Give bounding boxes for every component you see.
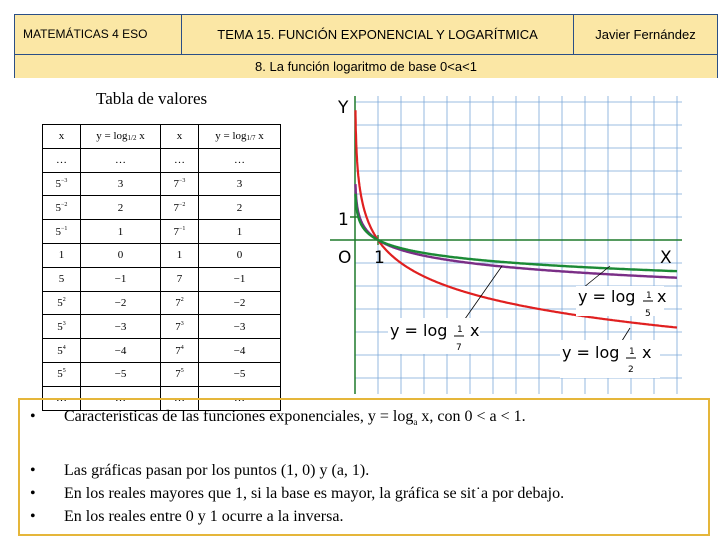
table-cell: 0 (199, 243, 281, 267)
label-log-1-5-num: 1 (646, 291, 652, 301)
x-axis-label: X (660, 248, 672, 268)
table-cell: … (81, 148, 161, 172)
bullet-1: • Características de las funciones exponenciales, $y = \log_a x$, con 0 < a < 1. (30, 408, 526, 428)
table-body (43, 148, 281, 410)
header-top-row (15, 15, 717, 54)
label-log-1-5-den: 5 (645, 309, 651, 319)
table-cell: −1 (81, 267, 161, 291)
table-cell: $7^{-3}$ (161, 172, 199, 196)
table-cell: $7^2$ (161, 291, 199, 315)
table-cell: −2 (199, 291, 281, 315)
label-log-1-5-x: x (657, 287, 667, 306)
label-log-1-2-x: x (642, 343, 652, 362)
table-row (43, 196, 281, 220)
label-log-1-7-num: 1 (457, 325, 463, 335)
section-title: 8. La función logaritmo de base 0<a<1 (15, 54, 717, 78)
table-cell: 1 (199, 220, 281, 244)
slide-header (14, 14, 718, 78)
table-cell: $5^{-2}$ (43, 196, 81, 220)
header-x-2: x (161, 125, 199, 149)
label-log-1-2-num: 1 (629, 347, 635, 357)
table-cell: $5^3$ (43, 315, 81, 339)
y-one-label: 1 (338, 210, 349, 230)
table-cell: … (199, 148, 281, 172)
table-cell: $5^5$ (43, 362, 81, 386)
log-graph (330, 96, 682, 396)
table-cell: … (81, 386, 161, 410)
label-log-1-7-x: x (470, 321, 480, 340)
table-cell: 2 (199, 196, 281, 220)
table-cell: −4 (199, 339, 281, 363)
header-log-seventh: $y = \log_{1/7} x$ (199, 125, 281, 149)
table-row (43, 220, 281, 244)
table-cell: 1 (81, 220, 161, 244)
table-cell: 0 (81, 243, 161, 267)
label-log-1-7-text: y = log (390, 321, 448, 340)
table-cell: −5 (81, 362, 161, 386)
table-cell: 1 (161, 243, 199, 267)
table-cell: −2 (81, 291, 161, 315)
table-cell: $5^4$ (43, 339, 81, 363)
x-one-label: 1 (374, 248, 385, 268)
table-cell: $7^{-1}$ (161, 220, 199, 244)
label-log-1-2-text: y = log (562, 343, 620, 362)
label-log-1-2-den: 2 (628, 365, 634, 375)
table-cell: … (43, 386, 81, 410)
label-log-1-7-den: 7 (456, 343, 462, 353)
bullet-4: • En los reales entre 0 y 1 ocurre a la inversa. (30, 508, 344, 525)
author-label: Javier Fernández (574, 15, 717, 54)
table-cell: 3 (81, 172, 161, 196)
values-table (42, 124, 281, 411)
table-row (43, 267, 281, 291)
table-cell: … (43, 148, 81, 172)
table-cell: 7 (161, 267, 199, 291)
table-header-row (43, 125, 281, 149)
table-cell: −4 (81, 339, 161, 363)
table-cell: −1 (199, 267, 281, 291)
table-cell: $7^{-2}$ (161, 196, 199, 220)
table-cell: $5^2$ (43, 291, 81, 315)
table-row (43, 148, 281, 172)
table-row (43, 243, 281, 267)
pointer-1-7 (460, 266, 502, 326)
bullet-2: • Las gráficas pasan por los puntos (1, 0) y (a, 1). (30, 462, 370, 479)
table-cell: $7^5$ (161, 362, 199, 386)
label-log-1-5-text: y = log (578, 287, 636, 306)
y-axis-label: Y (338, 98, 349, 118)
characteristics-box (18, 398, 710, 536)
table-row (43, 291, 281, 315)
table-cell: $7^3$ (161, 315, 199, 339)
table-row (43, 315, 281, 339)
table-cell: −5 (199, 362, 281, 386)
bullet-3: • En los reales mayores que 1, si la base es mayor, la gráfica se sit˙a por debajo. (30, 485, 565, 502)
table-row (43, 362, 281, 386)
table-cell: $5^{-3}$ (43, 172, 81, 196)
table-row (43, 339, 281, 363)
topic-label: TEMA 15. FUNCIÓN EXPONENCIAL Y LOGARÍTMICA (182, 15, 574, 54)
table-cell: 1 (43, 243, 81, 267)
table-cell: 2 (81, 196, 161, 220)
table-cell: 3 (199, 172, 281, 196)
table-cell: −3 (81, 315, 161, 339)
table-cell: … (161, 386, 199, 410)
origin-label: O (338, 248, 352, 268)
table-row (43, 172, 281, 196)
table-cell: 5 (43, 267, 81, 291)
table-title: Tabla de valores (96, 89, 208, 108)
subject-label: MATEMÁTICAS 4 ESO (15, 15, 182, 54)
header-log-half: $y = \log_{1/2} x$ (81, 125, 161, 149)
table-cell: … (161, 148, 199, 172)
table-cell: $7^4$ (161, 339, 199, 363)
table-cell: … (199, 386, 281, 410)
table-cell: $5^{-1}$ (43, 220, 81, 244)
header-x: x (43, 125, 81, 149)
table-cell: −3 (199, 315, 281, 339)
